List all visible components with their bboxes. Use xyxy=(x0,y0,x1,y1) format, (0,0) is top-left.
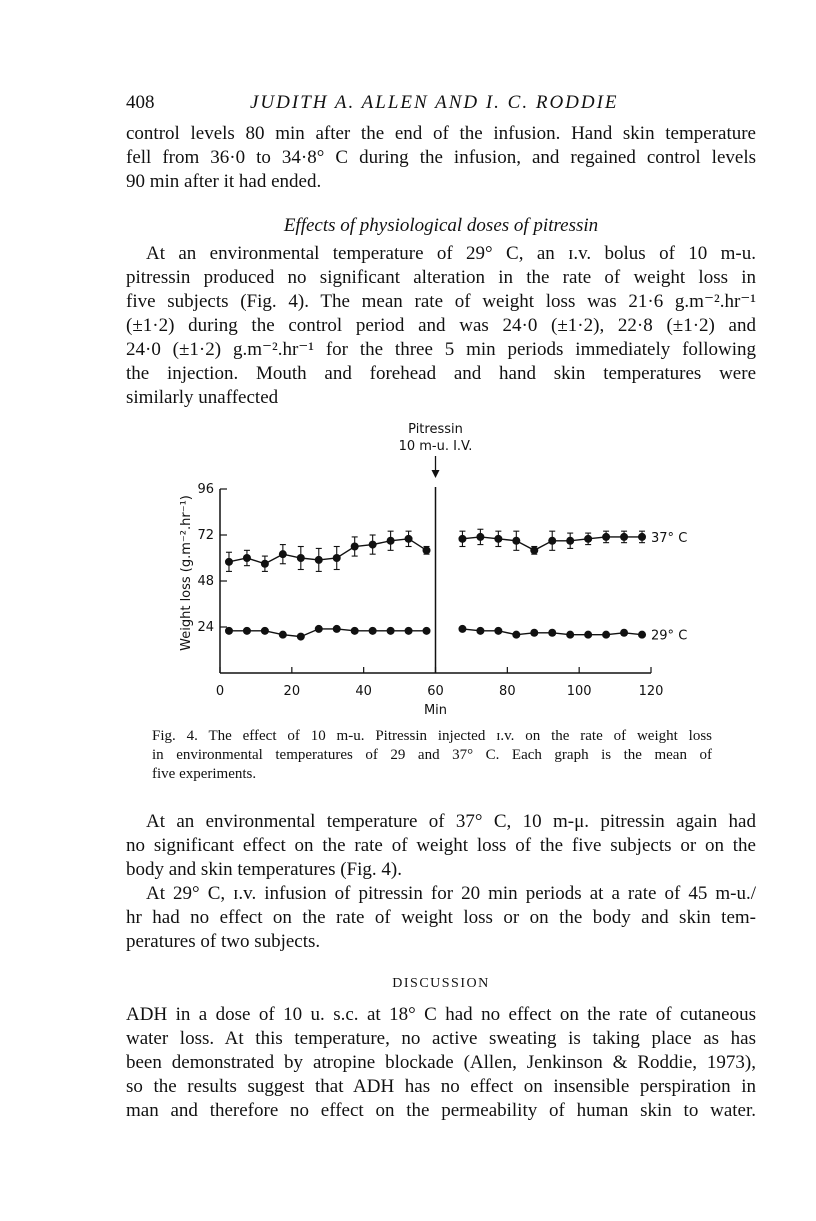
y-tick-label: 24 xyxy=(197,620,214,635)
text-line: (±1·2) during the control period and was 24·0 (±1·2), 22·8 (±1·2) and xyxy=(126,315,756,336)
page-number: 408 xyxy=(126,92,155,113)
data-point xyxy=(458,535,466,543)
section-heading: Effects of physiological doses of pitressin xyxy=(283,215,599,236)
data-point xyxy=(638,533,646,541)
data-point xyxy=(315,625,323,633)
data-point xyxy=(279,631,287,639)
text-line: 90 min after it had ended. xyxy=(126,171,322,192)
text-line: pitressin produced no significant alteration in the rate of weight loss in xyxy=(126,267,756,288)
series-label: 37° C xyxy=(651,530,688,546)
caption-line: in environmental temperatures of 29 and 37° C. Each graph is the mean of xyxy=(152,747,712,763)
series-line xyxy=(229,539,427,564)
data-point xyxy=(512,537,520,545)
text-line: hr had no effect on the rate of weight loss or on the body and skin tem- xyxy=(126,907,756,928)
paragraph-4 xyxy=(126,882,756,954)
data-point xyxy=(476,533,484,541)
data-point xyxy=(369,541,377,549)
text-line: body and skin temperatures (Fig. 4). xyxy=(126,859,402,880)
data-point xyxy=(297,633,305,641)
text-line: control levels 80 min after the end of the infusion. Hand skin temperature xyxy=(126,123,756,144)
data-point xyxy=(620,629,628,637)
chart-axes xyxy=(220,456,651,673)
series-line xyxy=(462,629,642,635)
data-point xyxy=(548,629,556,637)
paragraph-3 xyxy=(126,810,756,882)
x-tick-label: 40 xyxy=(355,684,372,699)
data-point xyxy=(225,558,233,566)
text-line: At an environmental temperature of 29° C, an ɪ.v. bolus of 10 m-u. xyxy=(146,243,756,264)
x-axis-label: Min xyxy=(423,703,448,718)
data-point xyxy=(566,631,574,639)
data-point xyxy=(602,631,610,639)
text-line: the injection. Mouth and forehead and hand skin temperatures were xyxy=(126,363,756,384)
data-point xyxy=(297,554,305,562)
data-point xyxy=(530,546,538,554)
y-tick-label: 72 xyxy=(197,528,214,543)
x-tick-label: 0 xyxy=(215,684,225,699)
figure-caption xyxy=(152,727,712,784)
caption-line: five experiments. xyxy=(152,766,257,782)
data-point xyxy=(548,537,556,545)
data-point xyxy=(512,631,520,639)
data-point xyxy=(279,550,287,558)
data-point xyxy=(333,554,341,562)
data-point xyxy=(458,625,466,633)
data-point xyxy=(584,631,592,639)
data-point xyxy=(638,631,646,639)
text-line: At 29° C, ɪ.v. infusion of pitressin for 20 min periods at a rate of 45 m-u./ xyxy=(146,883,756,904)
data-point xyxy=(261,627,269,635)
running-title: JUDITH A. ALLEN AND I. C. RODDIE xyxy=(250,92,619,113)
text-line: so the results suggest that ADH has no effect on insensible perspiration in xyxy=(126,1076,756,1097)
data-point xyxy=(423,627,431,635)
data-point xyxy=(405,627,413,635)
text-line: fell from 36·0 to 34·8° C during the infusion, and regained control levels xyxy=(126,147,756,168)
text-line: 24·0 (±1·2) g.m⁻².hr⁻¹ for the three 5 min periods immediately following xyxy=(126,339,756,360)
text-line: water loss. At this temperature, no active sweating is taking place as has xyxy=(126,1028,756,1049)
y-axis-label: Weight loss (g.m⁻².hr⁻¹) xyxy=(179,495,194,651)
data-point xyxy=(423,546,431,554)
data-point xyxy=(387,627,395,635)
data-point xyxy=(476,627,484,635)
paragraph-2 xyxy=(126,242,756,410)
injection-label: Pitressin xyxy=(408,422,463,437)
y-tick-label: 96 xyxy=(197,482,214,497)
data-point xyxy=(369,627,377,635)
data-point xyxy=(261,560,269,568)
series-line xyxy=(229,629,427,637)
data-point xyxy=(333,625,341,633)
text-line: five subjects (Fig. 4). The mean rate of weight loss was 21·6 g.m⁻².hr⁻¹ xyxy=(126,291,756,312)
text-line: similarly unaffected xyxy=(126,387,279,408)
text-line: At an environmental temperature of 37° C, 10 m-μ. pitressin again had xyxy=(146,811,756,832)
data-point xyxy=(530,629,538,637)
data-point xyxy=(405,535,413,543)
text-line: man and therefore no effect on the permeability of human skin to water. xyxy=(126,1100,756,1121)
data-point xyxy=(566,537,574,545)
series-line xyxy=(462,537,642,550)
paragraph-1 xyxy=(126,122,756,194)
text-line: been demonstrated by atropine blockade (Allen, Jenkinson & Roddie, 1973), xyxy=(126,1052,756,1073)
data-point xyxy=(620,533,628,541)
data-point xyxy=(602,533,610,541)
x-tick-label: 120 xyxy=(638,684,664,699)
discussion-heading: DISCUSSION xyxy=(392,976,490,991)
x-tick-label: 20 xyxy=(283,684,301,699)
x-tick-label: 60 xyxy=(427,684,444,699)
text-line: ADH in a dose of 10 u. s.c. at 18° C had no effect on the rate of cutaneous xyxy=(126,1004,756,1025)
chart-marks xyxy=(225,529,646,640)
page-header xyxy=(126,92,756,118)
data-point xyxy=(494,535,502,543)
text-line: peratures of two subjects. xyxy=(126,931,321,952)
data-point xyxy=(225,627,233,635)
data-point xyxy=(584,535,592,543)
paragraph-5 xyxy=(126,1003,756,1123)
data-point xyxy=(243,554,251,562)
x-tick-label: 80 xyxy=(499,684,516,699)
series-label: 29° C xyxy=(651,628,688,644)
x-tick-label: 100 xyxy=(566,684,592,699)
data-point xyxy=(315,556,323,564)
data-point xyxy=(387,537,395,545)
data-point xyxy=(243,627,251,635)
y-tick-label: 48 xyxy=(197,574,214,589)
data-point xyxy=(351,627,359,635)
chart-labels xyxy=(179,422,687,718)
caption-line: Fig. 4. The effect of 10 m-u. Pitressin injected ɪ.v. on the rate of weight loss xyxy=(152,728,712,744)
arrow-head-icon xyxy=(432,470,440,478)
data-point xyxy=(494,627,502,635)
data-point xyxy=(351,543,359,551)
text-line: no significant effect on the rate of weight loss of the five subjects or on the xyxy=(126,835,756,856)
injection-dose-label: 10 m-u. I.V. xyxy=(398,439,473,454)
